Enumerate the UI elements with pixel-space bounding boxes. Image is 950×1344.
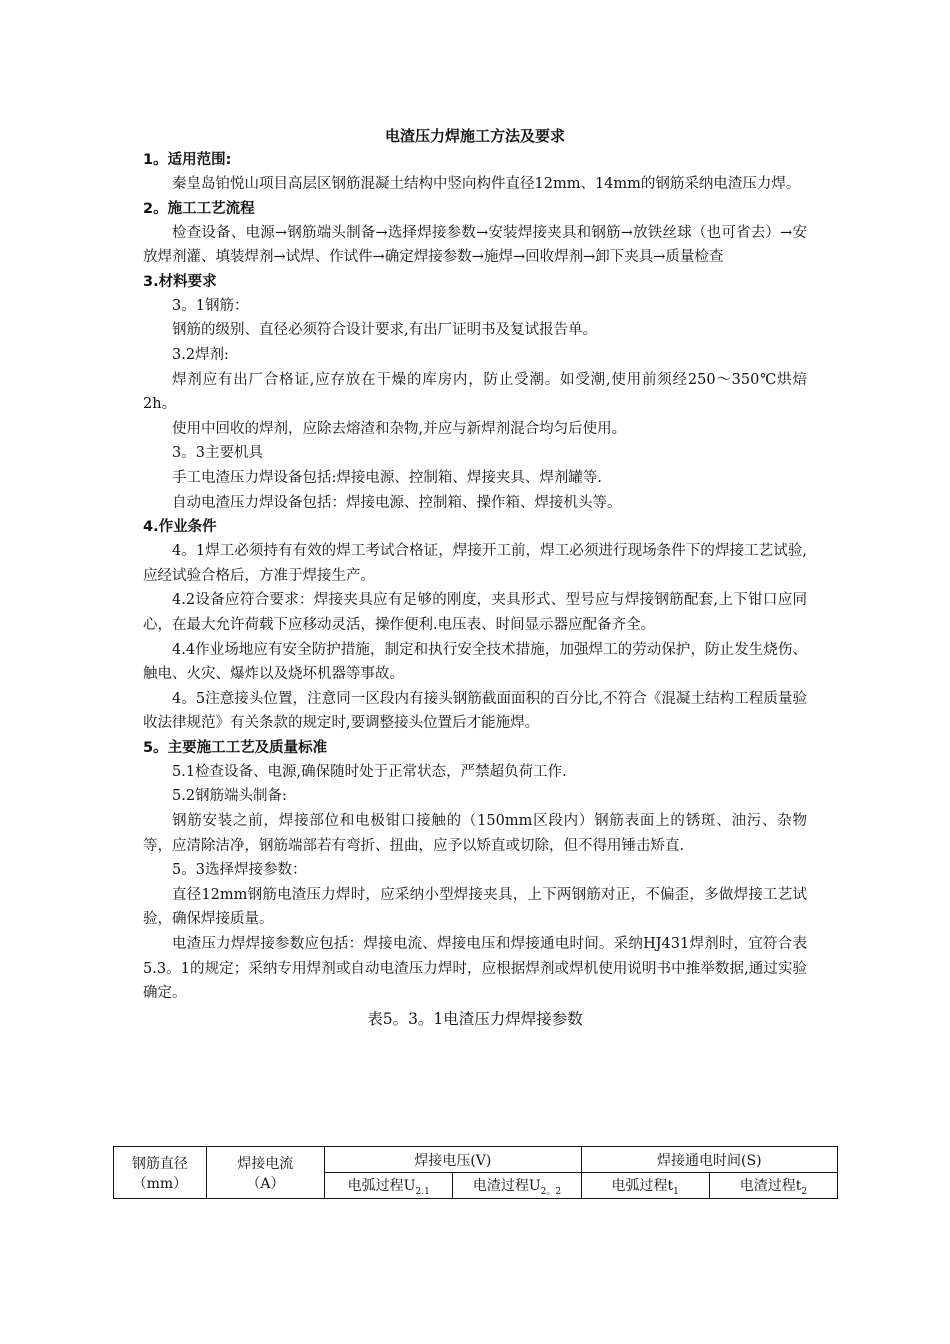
header-voltage-arc-label: 电弧过程U <box>347 1177 416 1194</box>
header-time-arc-subscript: 1 <box>673 1186 679 1197</box>
section-3-3-subheading: 3。3主要机具 <box>172 445 263 462</box>
header-voltage-arc <box>325 1173 453 1199</box>
section-3-2-paragraph-2: 使用中回收的焊剂，应除去熔渣和杂物,并应与新焊剂混合均匀后使用。 <box>172 420 627 437</box>
header-voltage-slag-label: 电渣过程U <box>472 1177 541 1194</box>
header-rebar-diameter-unit: （mm） <box>132 1175 188 1192</box>
section-2-heading: 2。施工工艺流程 <box>143 200 255 217</box>
header-welding-current <box>206 1147 324 1199</box>
header-voltage-arc-subscript: 2.1 <box>415 1186 430 1197</box>
section-3-1-subheading: 3。1钢筋： <box>172 297 249 314</box>
header-time-arc-label: 电弧过程t <box>611 1177 674 1194</box>
header-rebar-diameter <box>114 1147 207 1199</box>
section-5-3-paragraph: 直径12mm钢筋电渣压力焊时，应采纳小型焊接夹具，上下两钢筋对正，不偏歪，多做焊接工艺试验，确保焊接质量。 <box>143 886 807 928</box>
section-3-2-paragraph: 焊剂应有出厂合格证,应存放在干燥的库房内，防止受潮。如受潮,使用前须经250～350℃烘焙2h。 <box>143 371 807 413</box>
section-5-3-subheading: 5。3选择焊接参数： <box>172 862 307 879</box>
welding-parameter-table <box>113 1146 838 1199</box>
section-3-3-paragraph-2: 自动电渣压力焊设备包括：焊接电源、控制箱、操作箱、焊接机头等。 <box>172 494 622 511</box>
header-welding-time: 焊接通电时间(S) <box>581 1147 837 1173</box>
header-time-slag-label: 电渣过程t <box>739 1177 802 1194</box>
header-time-arc <box>581 1173 709 1199</box>
section-3-2-subheading: 3.2焊剂: <box>172 346 229 363</box>
section-5-2-subheading: 5.2钢筋端头制备: <box>172 788 287 805</box>
section-4-4-paragraph: 4.4作业场地应有安全防护措施，制定和执行安全技术措施，加强焊工的劳动保护，防止发生烧伤、触电、火灾、爆炸以及烧坏机器等事故。 <box>143 641 807 683</box>
section-5-3-paragraph-2: 电渣压力焊焊接参数应包括：焊接电流、焊接电压和焊接通电时间。采纳HJ431焊剂时，宜符合表5.3。1的规定；采纳专用焊剂或自动电渣压力焊时，应根据焊剂或焊机使用说明书中推举数据,通过实验确定。 <box>143 936 807 1002</box>
header-welding-current-unit: （A） <box>246 1175 285 1192</box>
section-3-1-paragraph: 钢筋的级别、直径必须符合设计要求,有出厂证明书及复试报告单。 <box>172 322 598 339</box>
section-3-3-paragraph: 手工电渣压力焊设备包括:焊接电源、控制箱、焊接夹具、焊剂罐等. <box>172 469 602 486</box>
header-time-slag-subscript: 2 <box>801 1186 808 1197</box>
section-4-heading: 4.作业条件 <box>143 519 217 536</box>
table-caption: 表5。3。1电渣压力焊焊接参数 <box>367 1009 583 1028</box>
header-welding-current-label: 焊接电流 <box>237 1155 294 1172</box>
section-5-2-paragraph: 钢筋安装之前，焊接部位和电极钳口接触的（150mm区段内）钢筋表面上的锈斑、油污、杂物等，应清除洁净，钢筋端部若有弯折、扭曲，应予以矫直或切除，但不得用锤击矫直. <box>143 813 807 854</box>
header-voltage-slag-subscript: 2。2 <box>540 1186 562 1197</box>
document-title: 电渣压力焊施工方法及要求 <box>384 127 565 145</box>
section-1-heading: 1。适用范围: <box>143 152 232 168</box>
header-time-slag <box>709 1173 837 1199</box>
header-voltage-slag <box>453 1173 581 1199</box>
document-body <box>143 120 807 1032</box>
section-2-paragraph: 检查设备、电源→钢筋端头制备→选择焊接参数→安装焊接夹具和钢筋→放铁丝球（也可省去）→安放焊剂灌、填装焊剂→试焊、作试件→确定焊接参数→施焊→回收焊剂→卸下夹具→质量检查 <box>143 224 807 266</box>
table-header-row-1 <box>114 1147 838 1173</box>
section-4-2-paragraph: 4.2设备应符合要求：焊接夹具应有足够的刚度，夹具形式、型号应与焊接钢筋配套,上下钳口应同心，在最大允许荷载下应移动灵活，操作便利.电压表、时间显示器应配备齐全。 <box>143 592 807 633</box>
section-5-1-paragraph: 5.1检查设备、电源,确保随时处于正常状态，严禁超负荷工作. <box>172 763 567 780</box>
section-4-5-paragraph: 4。5注意接头位置，注意同一区段内有接头钢筋截面面积的百分比,不符合《混凝土结构工程质量验收法律规范》有关条款的规定时,要调整接头位置后才能施焊。 <box>143 690 807 732</box>
section-1-paragraph: 秦皇岛铂悦山项目高层区钢筋混凝土结构中竖向构件直径12mm、14mm的钢筋采纳电渣压力焊。 <box>172 176 801 192</box>
section-5-heading: 5。主要施工工艺及质量标准 <box>143 739 328 756</box>
header-rebar-diameter-label: 钢筋直径 <box>131 1155 188 1172</box>
section-4-1-paragraph: 4。1焊工必须持有有效的焊工考试合格证，焊接开工前，焊工必须进行现场条件下的焊接工艺试验,应经试验合格后，方准于焊接生产。 <box>143 543 807 584</box>
header-welding-voltage: 焊接电压(V) <box>325 1147 582 1173</box>
section-3-heading: 3.材料要求 <box>143 273 217 290</box>
